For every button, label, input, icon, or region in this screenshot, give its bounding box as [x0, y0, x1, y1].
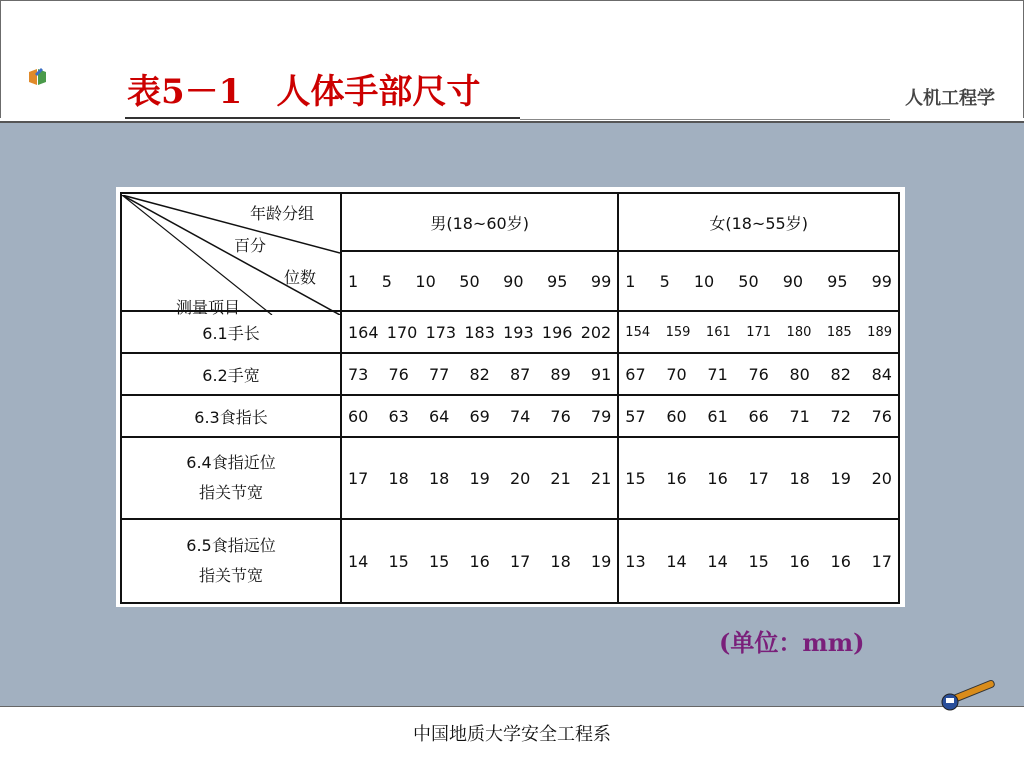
title-underline-thin: [520, 119, 890, 120]
table-row: [121, 519, 899, 603]
value: 60: [666, 406, 687, 426]
value: 173: [425, 322, 457, 342]
row-label: [121, 519, 341, 603]
value: 15: [748, 551, 769, 571]
male-values: [341, 395, 618, 437]
male-values: [341, 311, 618, 353]
value: 13: [625, 551, 646, 571]
row-label: [121, 437, 341, 519]
value: 164: [348, 322, 379, 342]
value: 18: [789, 468, 810, 488]
corner-rank: 位数: [284, 267, 317, 287]
value: 15: [388, 551, 409, 571]
percentile-cell-female: [618, 251, 899, 311]
value: 67: [625, 364, 646, 384]
table-row: [121, 395, 899, 437]
percentile: 5: [381, 271, 392, 291]
value: 77: [428, 364, 450, 384]
hand-dimension-table: [120, 192, 900, 604]
female-values: [618, 353, 899, 395]
value: 70: [666, 364, 687, 384]
value: 66: [748, 406, 769, 426]
male-values: [341, 519, 618, 603]
value: 189: [867, 324, 892, 340]
value: 202: [580, 322, 612, 342]
value: 64: [428, 406, 450, 426]
value: 16: [830, 551, 851, 571]
value: 72: [830, 406, 851, 426]
percentile: 90: [782, 271, 804, 291]
value: 69: [469, 406, 490, 426]
value: 73: [348, 364, 369, 384]
value: 84: [871, 364, 892, 384]
value: 74: [509, 406, 531, 426]
row-label: [121, 395, 341, 437]
value: 183: [464, 322, 495, 342]
table-corner-cell: [121, 193, 341, 317]
percentile: 90: [503, 271, 524, 291]
value: 19: [469, 468, 490, 488]
value: 19: [590, 551, 612, 571]
value: 14: [666, 551, 687, 571]
book-logo-icon: [27, 66, 49, 88]
value: 180: [786, 324, 812, 340]
value: 76: [871, 406, 892, 426]
value: 16: [707, 468, 728, 488]
male-values: [341, 353, 618, 395]
female-values: [618, 519, 899, 603]
row-label-line1: 6.4食指近位: [186, 453, 276, 472]
group-header-female: 女(18~55岁): [618, 193, 899, 251]
value: 170: [386, 322, 418, 342]
corner-item: 测量项目: [176, 297, 241, 317]
percentile: 95: [827, 271, 848, 291]
wrench-icon: [940, 675, 1000, 711]
value: 193: [503, 322, 534, 342]
value: 17: [348, 468, 369, 488]
value: 20: [509, 468, 531, 488]
value: 60: [348, 406, 369, 426]
value: 154: [625, 324, 651, 340]
value: 18: [388, 468, 409, 488]
female-values: [618, 395, 899, 437]
title-underline: [125, 117, 520, 119]
row-label-line1: 6.1手长: [202, 323, 260, 343]
value: 16: [789, 551, 810, 571]
percentile: 10: [415, 271, 436, 291]
course-name: 人机工程学: [905, 88, 995, 108]
group-header-male: 男(18~60岁): [341, 193, 618, 251]
percentile: 99: [590, 271, 612, 291]
row-label-line1: 6.2手宽: [202, 365, 260, 385]
value: 87: [509, 364, 531, 384]
value: 15: [625, 468, 646, 488]
value: 21: [550, 468, 571, 488]
value: 89: [550, 364, 571, 384]
row-label: [121, 353, 341, 395]
table-row: [121, 437, 899, 519]
value: 185: [826, 324, 852, 340]
value: 18: [550, 551, 571, 571]
value: 18: [428, 468, 450, 488]
unit-note: (单位：mm): [719, 628, 865, 657]
value: 159: [665, 324, 691, 340]
value: 63: [388, 406, 409, 426]
value: 82: [469, 364, 490, 384]
percentile-cell-male: [341, 251, 618, 311]
row-label-line2: 指关节宽: [198, 566, 263, 585]
value: 16: [666, 468, 687, 488]
value: 16: [469, 551, 490, 571]
value: 161: [705, 324, 731, 340]
value: 76: [550, 406, 571, 426]
female-values: [618, 437, 899, 519]
male-values: [341, 437, 618, 519]
value: 17: [871, 551, 892, 571]
row-label-line2: 指关节宽: [198, 483, 263, 502]
percentile: 10: [693, 271, 715, 291]
value: 57: [625, 406, 646, 426]
value: 76: [748, 364, 769, 384]
corner-age-group: 年龄分组: [250, 203, 315, 223]
value: 15: [428, 551, 450, 571]
percentile: 99: [871, 271, 892, 291]
page-title: 表5－1 人体手部尺寸: [127, 72, 481, 112]
value: 171: [746, 324, 772, 340]
footer-text: 中国地质大学安全工程系: [413, 724, 611, 745]
female-values: [618, 311, 899, 353]
value: 17: [748, 468, 769, 488]
table-row: [121, 353, 899, 395]
value: 91: [590, 364, 612, 384]
percentile: 1: [625, 271, 636, 291]
value: 21: [590, 468, 612, 488]
value: 14: [348, 551, 369, 571]
percentile: 5: [659, 271, 670, 291]
row-label-line1: 6.3食指长: [194, 407, 268, 427]
row-label-line1: 6.5食指远位: [186, 536, 276, 555]
table-container: [116, 187, 905, 607]
percentile: 50: [738, 271, 759, 291]
value: 20: [871, 468, 892, 488]
value: 196: [541, 322, 573, 342]
percentile: 95: [547, 271, 568, 291]
percentile: 1: [348, 271, 359, 291]
value: 71: [789, 406, 810, 426]
value: 17: [509, 551, 531, 571]
value: 80: [789, 364, 810, 384]
value: 19: [830, 468, 851, 488]
value: 14: [707, 551, 728, 571]
value: 76: [388, 364, 409, 384]
percentile: 50: [459, 271, 480, 291]
value: 82: [830, 364, 851, 384]
value: 79: [590, 406, 612, 426]
corner-percent: 百分: [234, 235, 267, 255]
value: 61: [707, 406, 728, 426]
value: 71: [707, 364, 728, 384]
